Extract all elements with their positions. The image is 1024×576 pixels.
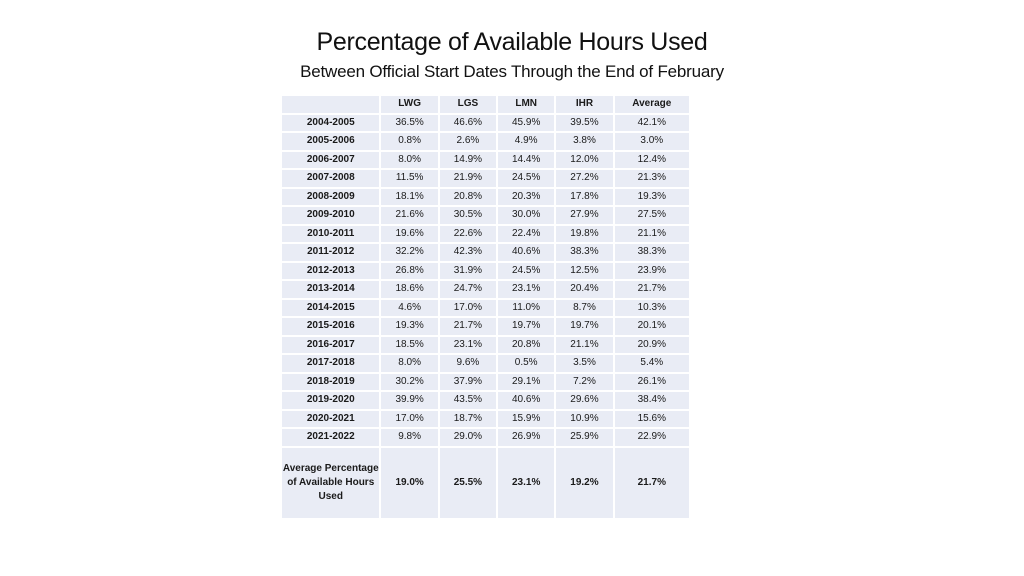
table-row [282,152,689,169]
cell-lmn: 24.5% [498,170,554,187]
cell-ihr: 8.7% [556,300,612,317]
table-row [282,244,689,261]
cell-lgs: 20.8% [440,189,496,206]
cell-lwg: 26.8% [381,263,437,280]
cell-lgs: 17.0% [440,300,496,317]
table-row [282,411,689,428]
row-year-label: 2005-2006 [282,133,379,150]
cell-average: 21.7% [615,281,689,298]
cell-average: 15.6% [615,411,689,428]
average-label-line: Used [318,490,343,502]
cell-average: 10.3% [615,300,689,317]
cell-lgs: 29.0% [440,429,496,446]
table-row [282,263,689,280]
header-row [282,96,689,113]
row-year-label: 2017-2018 [282,355,379,372]
cell-average: 19.3% [615,189,689,206]
row-year-label: 2004-2005 [282,115,379,132]
cell-ihr: 25.9% [556,429,612,446]
row-year-label: 2009-2010 [282,207,379,224]
table-row [282,355,689,372]
cell-ihr: 3.8% [556,133,612,150]
cell-average: 21.1% [615,226,689,243]
table-row [282,226,689,243]
cell-lwg: 18.5% [381,337,437,354]
cell-lmn: 40.6% [498,392,554,409]
cell-lmn: 4.9% [498,133,554,150]
cell-lgs: 21.9% [440,170,496,187]
cell-lmn: 20.8% [498,337,554,354]
cell-ihr: 17.8% [556,189,612,206]
table-row [282,207,689,224]
cell-ihr: 27.9% [556,207,612,224]
cell-lmn: 14.4% [498,152,554,169]
cell-ihr: 19.7% [556,318,612,335]
cell-lmn: 24.5% [498,263,554,280]
cell-average: 42.1% [615,115,689,132]
cell-lgs: 43.5% [440,392,496,409]
cell-lwg: 19.6% [381,226,437,243]
cell-average: 23.9% [615,263,689,280]
row-year-label: 2020-2021 [282,411,379,428]
table-row [282,133,689,150]
cell-lmn: 26.9% [498,429,554,446]
cell-ihr: 12.5% [556,263,612,280]
header-average: Average [615,96,689,113]
cell-ihr: 38.3% [556,244,612,261]
table-row [282,189,689,206]
cell-lwg: 32.2% [381,244,437,261]
table-body [282,115,689,518]
cell-lgs: 18.7% [440,411,496,428]
cell-lmn: 19.7% [498,318,554,335]
cell-lgs: 2.6% [440,133,496,150]
table-row [282,281,689,298]
cell-average: 20.9% [615,337,689,354]
table-row [282,429,689,446]
average-cell-lmn: 23.1% [498,448,554,518]
page-title: Percentage of Available Hours Used [316,28,708,56]
cell-lwg: 30.2% [381,374,437,391]
cell-lmn: 11.0% [498,300,554,317]
cell-lmn: 40.6% [498,244,554,261]
row-year-label: 2011-2012 [282,244,379,261]
cell-ihr: 10.9% [556,411,612,428]
cell-lgs: 31.9% [440,263,496,280]
row-year-label: 2021-2022 [282,429,379,446]
cell-lmn: 20.3% [498,189,554,206]
cell-ihr: 39.5% [556,115,612,132]
cell-lwg: 8.0% [381,355,437,372]
average-label-line: of Available Hours [287,476,375,488]
header-lgs: LGS [440,96,496,113]
header-ihr: IHR [556,96,612,113]
cell-lmn: 45.9% [498,115,554,132]
table-row [282,318,689,335]
row-year-label: 2010-2011 [282,226,379,243]
average-cell-average: 21.7% [615,448,689,518]
cell-ihr: 3.5% [556,355,612,372]
page-subtitle: Between Official Start Dates Through the End of February [300,62,724,81]
table-row [282,300,689,317]
cell-lmn: 15.9% [498,411,554,428]
cell-lwg: 8.0% [381,152,437,169]
cell-average: 38.4% [615,392,689,409]
cell-lgs: 23.1% [440,337,496,354]
cell-ihr: 21.1% [556,337,612,354]
row-year-label: 2015-2016 [282,318,379,335]
cell-lwg: 36.5% [381,115,437,132]
cell-lmn: 23.1% [498,281,554,298]
cell-average: 26.1% [615,374,689,391]
cell-lwg: 9.8% [381,429,437,446]
cell-ihr: 19.8% [556,226,612,243]
table-row [282,374,689,391]
row-year-label: 2016-2017 [282,337,379,354]
cell-lmn: 30.0% [498,207,554,224]
cell-ihr: 12.0% [556,152,612,169]
row-year-label: 2014-2015 [282,300,379,317]
cell-lwg: 18.6% [381,281,437,298]
cell-lgs: 24.7% [440,281,496,298]
cell-average: 3.0% [615,133,689,150]
cell-lgs: 46.6% [440,115,496,132]
row-year-label: 2013-2014 [282,281,379,298]
cell-lwg: 39.9% [381,392,437,409]
row-year-label: 2019-2020 [282,392,379,409]
cell-average: 27.5% [615,207,689,224]
row-year-label: 2007-2008 [282,170,379,187]
cell-lmn: 0.5% [498,355,554,372]
cell-lwg: 0.8% [381,133,437,150]
average-cell-ihr: 19.2% [556,448,612,518]
cell-ihr: 27.2% [556,170,612,187]
cell-lgs: 37.9% [440,374,496,391]
cell-lwg: 4.6% [381,300,437,317]
average-cell-lgs: 25.5% [440,448,496,518]
table-row [282,115,689,132]
cell-ihr: 20.4% [556,281,612,298]
cell-lwg: 19.3% [381,318,437,335]
cell-lgs: 22.6% [440,226,496,243]
table-row [282,170,689,187]
cell-average: 38.3% [615,244,689,261]
table-row [282,337,689,354]
cell-lgs: 42.3% [440,244,496,261]
cell-lmn: 22.4% [498,226,554,243]
average-cell-lwg: 19.0% [381,448,437,518]
cell-average: 21.3% [615,170,689,187]
cell-lgs: 14.9% [440,152,496,169]
cell-lgs: 30.5% [440,207,496,224]
cell-average: 22.9% [615,429,689,446]
cell-lgs: 21.7% [440,318,496,335]
row-year-label: 2018-2019 [282,374,379,391]
cell-lwg: 21.6% [381,207,437,224]
cell-lgs: 9.6% [440,355,496,372]
header-lmn: LMN [498,96,554,113]
cell-lwg: 18.1% [381,189,437,206]
header-corner-cell [282,96,379,113]
cell-average: 12.4% [615,152,689,169]
cell-average: 5.4% [615,355,689,372]
row-year-label: 2012-2013 [282,263,379,280]
cell-lwg: 11.5% [381,170,437,187]
hours-used-table [280,94,691,520]
row-year-label: 2006-2007 [282,152,379,169]
header-lwg: LWG [381,96,437,113]
row-year-label: 2008-2009 [282,189,379,206]
cell-average: 20.1% [615,318,689,335]
average-row [282,448,689,518]
table-row [282,392,689,409]
average-label-line: Average Percentage [282,462,379,474]
cell-ihr: 29.6% [556,392,612,409]
cell-ihr: 7.2% [556,374,612,391]
cell-lmn: 29.1% [498,374,554,391]
cell-lwg: 17.0% [381,411,437,428]
average-row-label [282,448,379,518]
